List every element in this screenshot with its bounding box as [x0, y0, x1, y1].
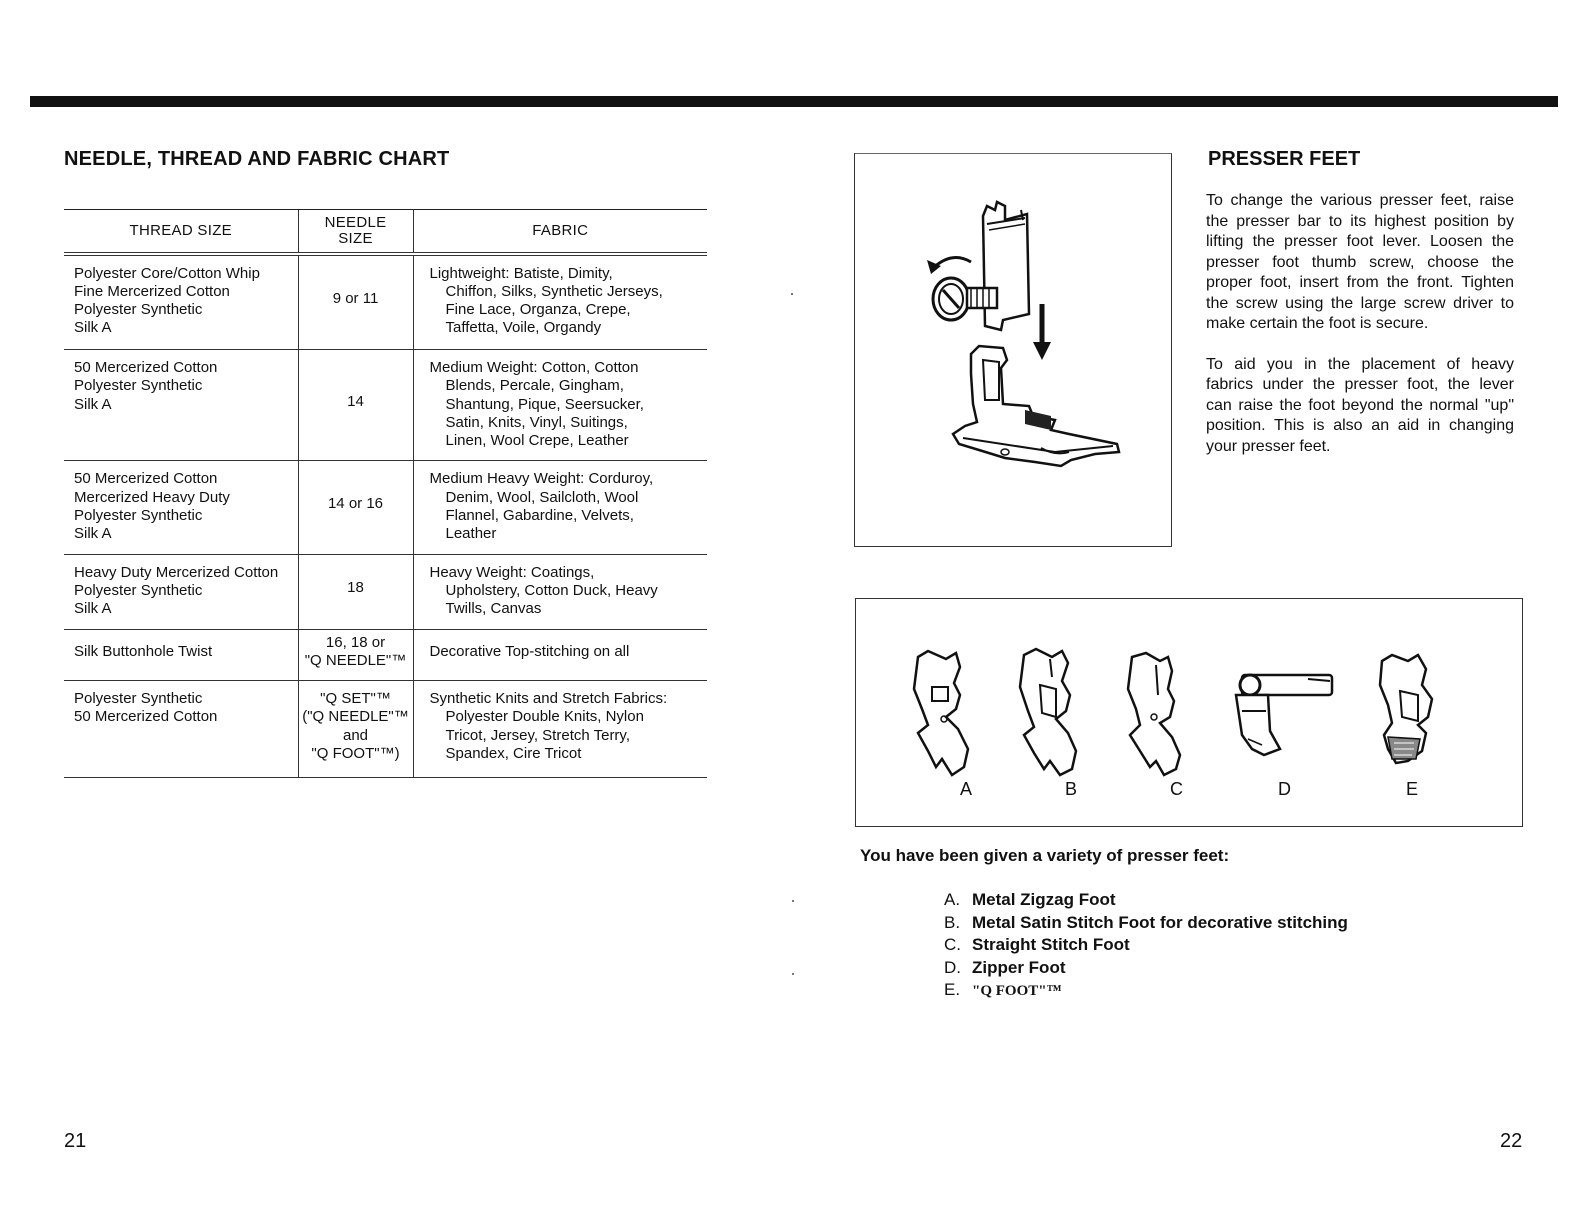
header-needle-line2: SIZE	[338, 229, 373, 247]
list-item	[944, 912, 1348, 935]
needle-cell: 14	[298, 350, 413, 461]
list-item-letter: E.	[944, 980, 961, 999]
fabric-rest-lines: Denim, Wool, Sailcloth, Wool Flannel, Gabardine, Velvets, Leather	[445, 488, 639, 543]
list-item-name: Metal Satin Stitch Foot for decorative stitching	[972, 912, 1348, 932]
list-item-name: Zipper Foot	[972, 957, 1066, 977]
fabric-cell	[413, 554, 707, 629]
thread-cell: Polyester Synthetic 50 Mercerized Cotton	[64, 681, 298, 778]
list-item-letter: D.	[944, 957, 961, 977]
foot-c-drawing	[1128, 653, 1180, 775]
page-number-left: 21	[64, 1130, 87, 1152]
scan-speck	[792, 973, 794, 975]
fabric-first-line: Decorative Top-stitching on all	[429, 642, 630, 660]
header-fabric: FABRIC	[413, 210, 707, 254]
table-row	[64, 681, 707, 778]
fabric-cell	[413, 461, 707, 554]
list-item-name: Metal Zigzag Foot	[972, 890, 1116, 909]
top-rule	[30, 96, 1558, 107]
scan-speck	[792, 900, 794, 902]
fabric-cell	[413, 629, 707, 681]
table-row	[64, 350, 707, 461]
needle-cell: 18	[298, 554, 413, 629]
thread-cell: 50 Mercerized Cotton Mercerized Heavy Duty Polyester Synthetic Silk A	[64, 461, 298, 554]
foot-label-a: A	[960, 779, 973, 799]
page-number-right: 22	[1500, 1130, 1523, 1152]
foot-d-drawing	[1236, 675, 1332, 755]
instructions-paragraph-2: To aid you in the placement of heavy fabrics under the presser foot, the lever can raise the foot beyond the normal "up" position. This is also an aid in changing your presser feet.	[1206, 355, 1514, 455]
table-row	[64, 254, 707, 350]
fabric-cell	[413, 254, 707, 350]
header-needle-line1: NEEDLE	[324, 213, 387, 231]
fabric-first-line: Lightweight: Batiste, Dimity,	[429, 264, 613, 282]
list-item-name: Straight Stitch Foot	[972, 935, 1130, 954]
list-item	[944, 957, 1348, 980]
list-item-letter: C.	[944, 935, 961, 954]
header-thread-size: THREAD SIZE	[64, 210, 298, 254]
thread-cell: Polyester Core/Cotton Whip Fine Mercerized Cotton Polyester Synthetic Silk A	[64, 254, 298, 350]
thread-cell: Silk Buttonhole Twist	[64, 629, 298, 681]
fabric-first-line: Medium Heavy Weight: Corduroy,	[429, 470, 654, 488]
needle-cell: 9 or 11	[298, 254, 413, 350]
foot-label-d: D	[1278, 779, 1291, 799]
header-needle-size	[298, 210, 413, 254]
foot-b-drawing	[1020, 649, 1076, 775]
fabric-rest-lines: Polyester Double Knits, Nylon Tricot, Jersey, Stretch Terry, Spandex, Cire Tricot	[445, 708, 644, 763]
fabric-rest-lines: Chiffon, Silks, Synthetic Jerseys, Fine Lace, Organza, Crepe, Taffetta, Voile, Organdy	[445, 282, 663, 337]
fabric-first-line: Heavy Weight: Coatings,	[429, 563, 595, 581]
instructions-paragraph-1: To change the various presser feet, raise the presser bar to its highest position by lifting the presser foot lever. Loosen the presser foot thumb screw, choose the proper foot, insert from the front. Tighten the screw using the large screw driver to make certain the foot is secure.	[1206, 192, 1514, 332]
chart-title: NEEDLE, THREAD AND FABRIC CHART	[64, 148, 450, 170]
list-item	[944, 889, 1348, 912]
fabric-cell	[413, 681, 707, 778]
thread-cell: Heavy Duty Mercerized Cotton Polyester Synthetic Silk A	[64, 554, 298, 629]
fabric-cell	[413, 350, 707, 461]
table-row	[64, 554, 707, 629]
foot-label-b: B	[1065, 779, 1078, 799]
fabric-rest-lines: Upholstery, Cotton Duck, Heavy Twills, Canvas	[445, 581, 658, 618]
fabric-rest-lines: Blends, Percale, Gingham, Shantung, Pique, Seersucker, Satin, Knits, Vinyl, Suitings, Linen, Wool Crepe, Leather	[445, 377, 644, 450]
presser-feet-illustration	[856, 599, 1524, 828]
fabric-first-line: Synthetic Knits and Stretch Fabrics:	[429, 690, 668, 708]
table-row	[64, 629, 707, 681]
fabric-first-line: Medium Weight: Cotton, Cotton	[429, 359, 639, 376]
list-item-letter: A.	[944, 890, 961, 909]
foot-label-e: E	[1406, 779, 1419, 799]
presser-feet-title: PRESSER FEET	[1208, 148, 1361, 170]
thread-cell: 50 Mercerized Cotton Polyester Synthetic Silk A	[64, 350, 298, 461]
presser-feet-figure	[855, 598, 1523, 827]
list-item-letter: B.	[944, 912, 961, 932]
presser-feet-intro: You have been given a variety of presser feet:	[860, 846, 1230, 865]
presser-foot-attach-illustration	[855, 154, 1173, 548]
foot-label-c: C	[1170, 779, 1183, 799]
presser-foot-attach-figure	[854, 153, 1172, 547]
needle-thread-fabric-table	[64, 209, 707, 778]
list-item	[944, 934, 1348, 957]
needle-cell: 14 or 16	[298, 461, 413, 554]
needle-cell: "Q SET"™ ("Q NEEDLE"™ and "Q FOOT"™)	[298, 681, 413, 778]
needle-cell: 16, 18 or "Q NEEDLE"™	[298, 629, 413, 681]
list-item-name: "Q FOOT"™	[972, 983, 1062, 999]
scan-speck	[791, 293, 793, 295]
presser-feet-instructions	[1206, 191, 1514, 457]
list-item	[944, 979, 1348, 1003]
foot-a-drawing	[914, 651, 968, 775]
foot-e-drawing	[1380, 655, 1432, 763]
presser-feet-list	[944, 889, 1348, 1003]
table-row	[64, 461, 707, 554]
table-header-row	[64, 210, 707, 254]
